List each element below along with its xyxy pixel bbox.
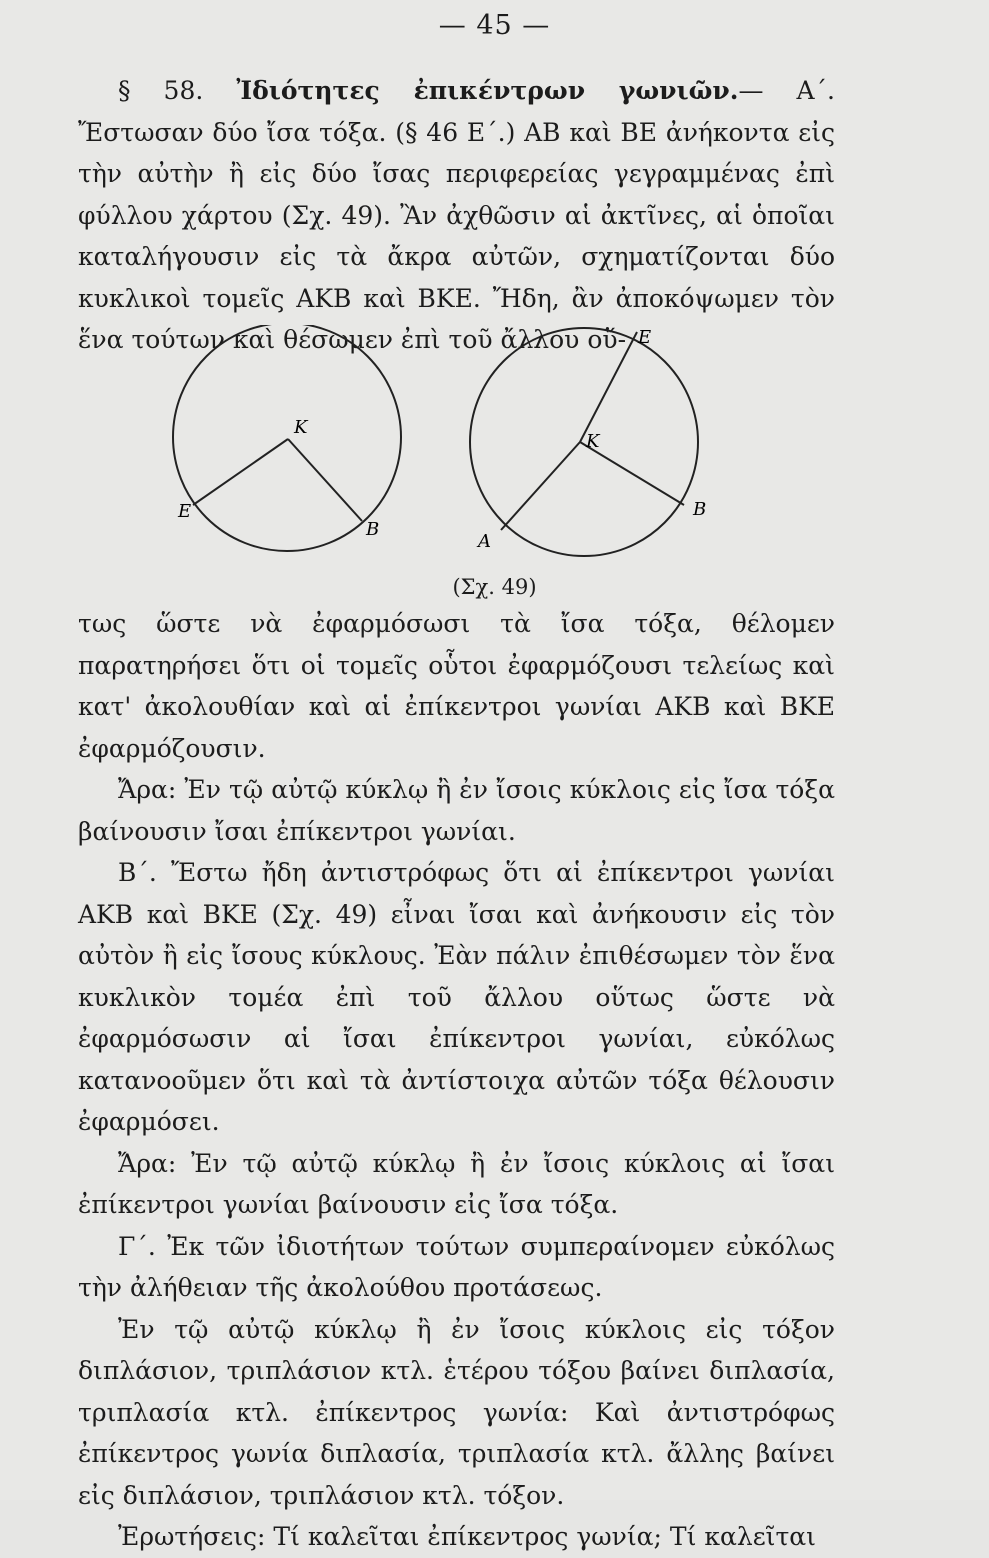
- main-text: [78, 603, 835, 1558]
- left-radius-ke: [193, 439, 288, 505]
- paragraph-conclusion-1: Ἄρα: Ἐν τῷ αὐτῷ κύκλῳ ἢ ἐν ἴσοις κύκλοις εἰς ἴσα τόξα βαίνουσιν ἴσαι ἐπίκεντροι γωνίαι.: [78, 775, 835, 846]
- page-number: — 45 —: [438, 10, 551, 41]
- right-radius-ka: [501, 442, 580, 530]
- section-intro-text: — Α΄. Ἔστωσαν δύο ἴσα τόξα. (§ 46 Ε΄.) ΑΒ καὶ ΒΕ ἀνήκοντα εἰς τὴν αὐτὴν ἢ εἰς δύο ἴσας περιφερείας γεγραμμένας ἐπὶ φύλλου χάρτου (Σχ. 49). Ἂν ἀχθῶσιν αἱ ἀκτῖνες, αἱ ὁποῖαι καταλήγουσιν εἰς τὰ ἄκρα αὐτῶν, σχηματίζονται δύο κυκλικοὶ τομεῖς ΑΚΒ καὶ ΒΚΕ. Ἤδη, ἂν ἀποκόψωμεν τὸν ἕνα τούτων καὶ θέσωμεν ἐπὶ τοῦ ἄλλου οὕ-: [78, 76, 835, 354]
- figure-caption: (Σχ. 49): [452, 575, 537, 599]
- right-label-b: Β: [693, 499, 707, 520]
- section-intro: [78, 70, 835, 361]
- right-label-k: Κ: [586, 431, 600, 452]
- left-label-e: Ε: [178, 501, 192, 522]
- figure-49: [170, 325, 730, 570]
- paragraph-proposition: Ἐν τῷ αὐτῷ κύκλῳ ἢ ἐν ἴσοις κύκλοις εἰς τόξον διπλάσιον, τριπλάσιον κτλ. ἑτέρου τόξου βαίνει διπλασία, τριπλασία κτλ. ἐπίκεντρος γωνία: Καὶ ἀντιστρόφως ἐπίκεντρος γωνία διπλασία, τριπλασία κτλ. ἄλλης βαίνει εἰς διπλάσιον, τριπλάσιον κτλ. τόξον.: [78, 1314, 835, 1510]
- right-circle-diagram: [470, 327, 706, 556]
- left-radius-kb: [288, 439, 362, 521]
- paragraph-conclusion-2: Ἄρα: Ἐν τῷ αὐτῷ κύκλῳ ἢ ἐν ἴσοις κύκλοις αἱ ἴσαι ἐπίκεντροι γωνίαι βαίνουσιν εἰς ἴσα τόξα.: [78, 1148, 835, 1219]
- right-circle: [470, 328, 698, 556]
- right-label-a: Α: [478, 531, 491, 552]
- paragraph-corollary-intro: Γ΄. Ἐκ τῶν ἰδιοτήτων τούτων συμπεραίνομεν εὐκόλως τὴν ἀλήθειαν τῆς ἀκολούθου προτάσεως.: [78, 1231, 835, 1302]
- section-paragraph: [78, 70, 835, 361]
- right-radius-ke: [580, 332, 637, 442]
- left-label-k: Κ: [294, 417, 308, 438]
- paragraph-questions: Ἐρωτήσεις: Τί καλεῖται ἐπίκεντρος γωνία; Τί καλεῖται: [118, 1522, 816, 1551]
- right-label-e: Ε: [638, 327, 652, 348]
- paragraph-continuation: τως ὥστε νὰ ἐφαρμόσωσι τὰ ἴσα τόξα, θέλομεν παρατηρήσει ὅτι οἱ τομεῖς οὗτοι ἐφαρμόζουσι τελείως καὶ κατ' ἀκολουθίαν καὶ αἱ ἐπίκεντροι γωνίαι ΑΚΒ καὶ ΒΚΕ ἐφαρμόζουσιν.: [78, 609, 835, 763]
- left-circle: [173, 325, 401, 551]
- section-number: § 58.: [118, 76, 204, 105]
- paragraph-converse: Β΄. Ἔστω ἤδη ἀντιστρόφως ὅτι αἱ ἐπίκεντροι γωνίαι ΑΚΒ καὶ ΒΚΕ (Σχ. 49) εἶναι ἴσαι καὶ ἀνήκουσιν εἰς τὸν αὐτὸν ἢ εἰς ἴσους κύκλους. Ἐὰν πάλιν ἐπιθέσωμεν τὸν ἕνα κυκλικὸν τομέα ἐπὶ τοῦ ἄλλου οὕτως ὥστε νὰ ἐφαρμόσωσιν αἱ ἴσαι ἐπίκεντροι γωνίαι, εὐκόλως κατανοοῦμεν ὅτι καὶ τὰ ἀντίστοιχα αὐτῶν τόξα θέλουσιν ἐφαρμόσει.: [78, 858, 835, 1136]
- left-circle-diagram: [173, 325, 401, 551]
- left-label-b: Β: [366, 519, 380, 540]
- section-title: Ἰδιότητες ἐπικέντρων γωνιῶν.: [236, 76, 739, 105]
